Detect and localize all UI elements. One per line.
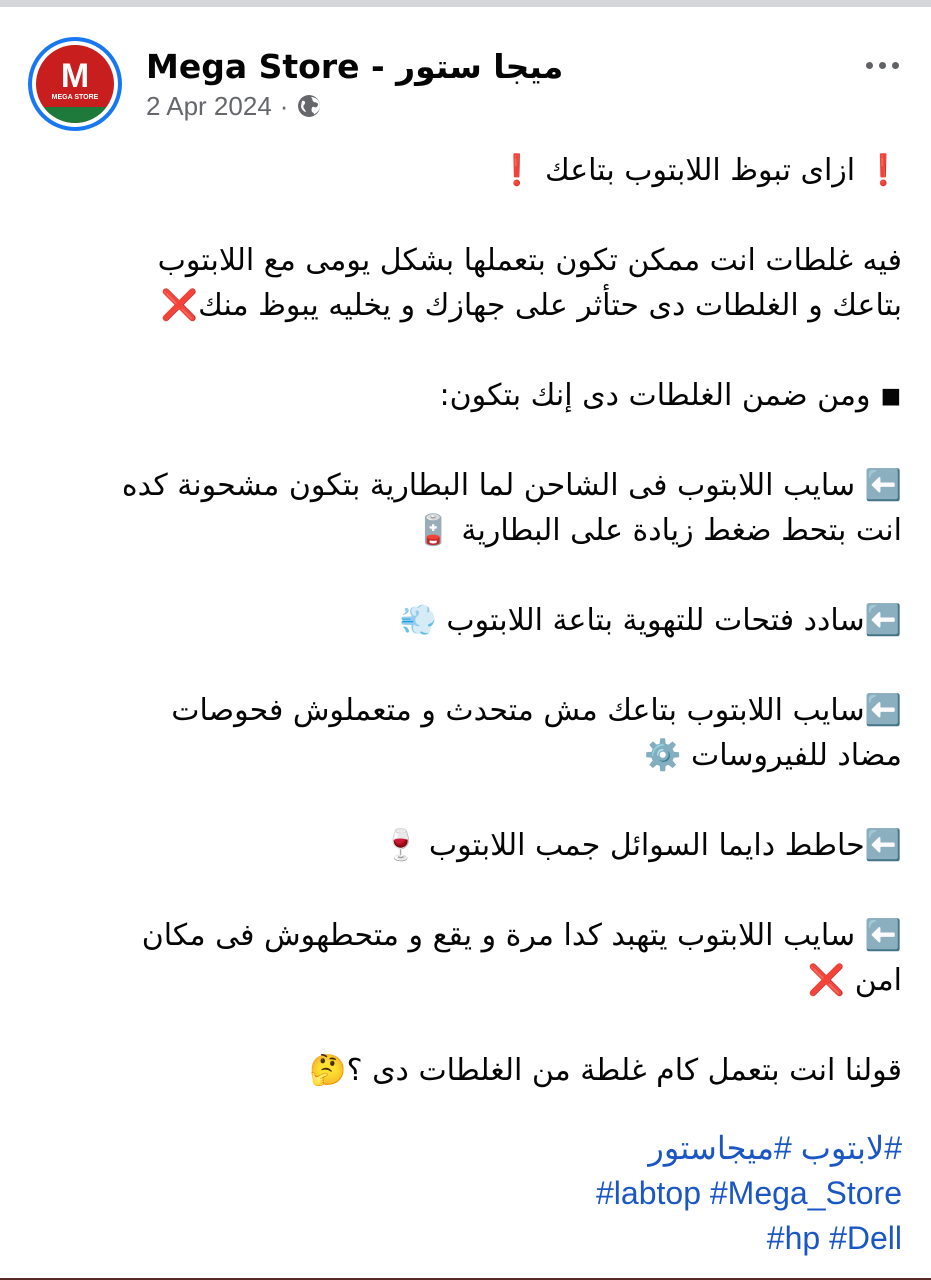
- logo-letter: M: [60, 57, 90, 95]
- ellipsis-icon: [866, 62, 873, 69]
- ellipsis-icon: [879, 62, 886, 69]
- list-item-3-line-1: ⬅️سايب اللابتوب بتاعك مش متحدث و متعملوش فحوصات: [171, 693, 902, 728]
- more-options-button[interactable]: [852, 47, 912, 83]
- avatar-ring: [32, 41, 118, 127]
- list-item-5-line-2: امن ❌: [807, 963, 902, 998]
- ellipsis-icon: [892, 62, 899, 69]
- list-item-1-line-1: ⬅️ سايب اللابتوب فى الشاحن لما البطارية بتكون مشحونة كده: [121, 468, 902, 503]
- globe-icon[interactable]: [296, 93, 322, 119]
- top-separator: [0, 0, 931, 7]
- closing-question: قولنا انت بتعمل كام غلطة من الغلطات دى ؟🤔: [309, 1053, 902, 1088]
- hashtags: [40, 1126, 902, 1261]
- post-meta: [146, 89, 322, 123]
- meta-separator: ·: [279, 90, 289, 121]
- intro-line-1: فيه غلطات انت ممكن تكون بتعملها بشكل يومى مع اللابتوب: [157, 243, 902, 278]
- post-date[interactable]: 2 Apr 2024: [146, 90, 272, 121]
- page-avatar[interactable]: [28, 37, 122, 131]
- list-item-2: ⬅️سادد فتحات للتهوية بتاعة اللابتوب 💨: [399, 603, 902, 638]
- list-item-3-line-2: مضاد للفيروسات ⚙️: [644, 738, 902, 773]
- list-item-5-line-1: ⬅️ سايب اللابتوب يتهبد كدا مرة و يقع و متحطهوش فى مكان: [141, 918, 902, 953]
- post-title: ❗ ازاى تبوظ اللابتوب بتاعك ❗: [498, 153, 902, 188]
- hashtag-line-arabic[interactable]: #لابتوب #ميجاستور: [648, 1130, 902, 1166]
- mega-store-logo: [36, 45, 114, 123]
- post-header: [0, 7, 931, 135]
- post-text: [40, 148, 902, 1093]
- logo-text: MEGA STORE: [51, 94, 99, 101]
- list-item-1-line-2: انت بتحط ضغط زيادة على البطارية 🪫: [414, 513, 902, 548]
- page-name-link[interactable]: Mega Store - ميجا ستور: [146, 47, 564, 86]
- logo-accent: [36, 107, 114, 123]
- hashtag-line-store[interactable]: #labtop #Mega_Store: [596, 1175, 902, 1211]
- intro-line-2: بتاعك و الغلطات دى حتأثر على جهازك و يخليه يبوظ منك❌: [160, 288, 902, 323]
- list-item-4: ⬅️حاطط دايما السوائل جمب اللابتوب 🍷: [382, 828, 902, 863]
- hashtag-line-brands[interactable]: #hp #Dell: [766, 1220, 902, 1256]
- list-heading: ◾ ومن ضمن الغلطات دى إنك بتكون:: [439, 378, 902, 413]
